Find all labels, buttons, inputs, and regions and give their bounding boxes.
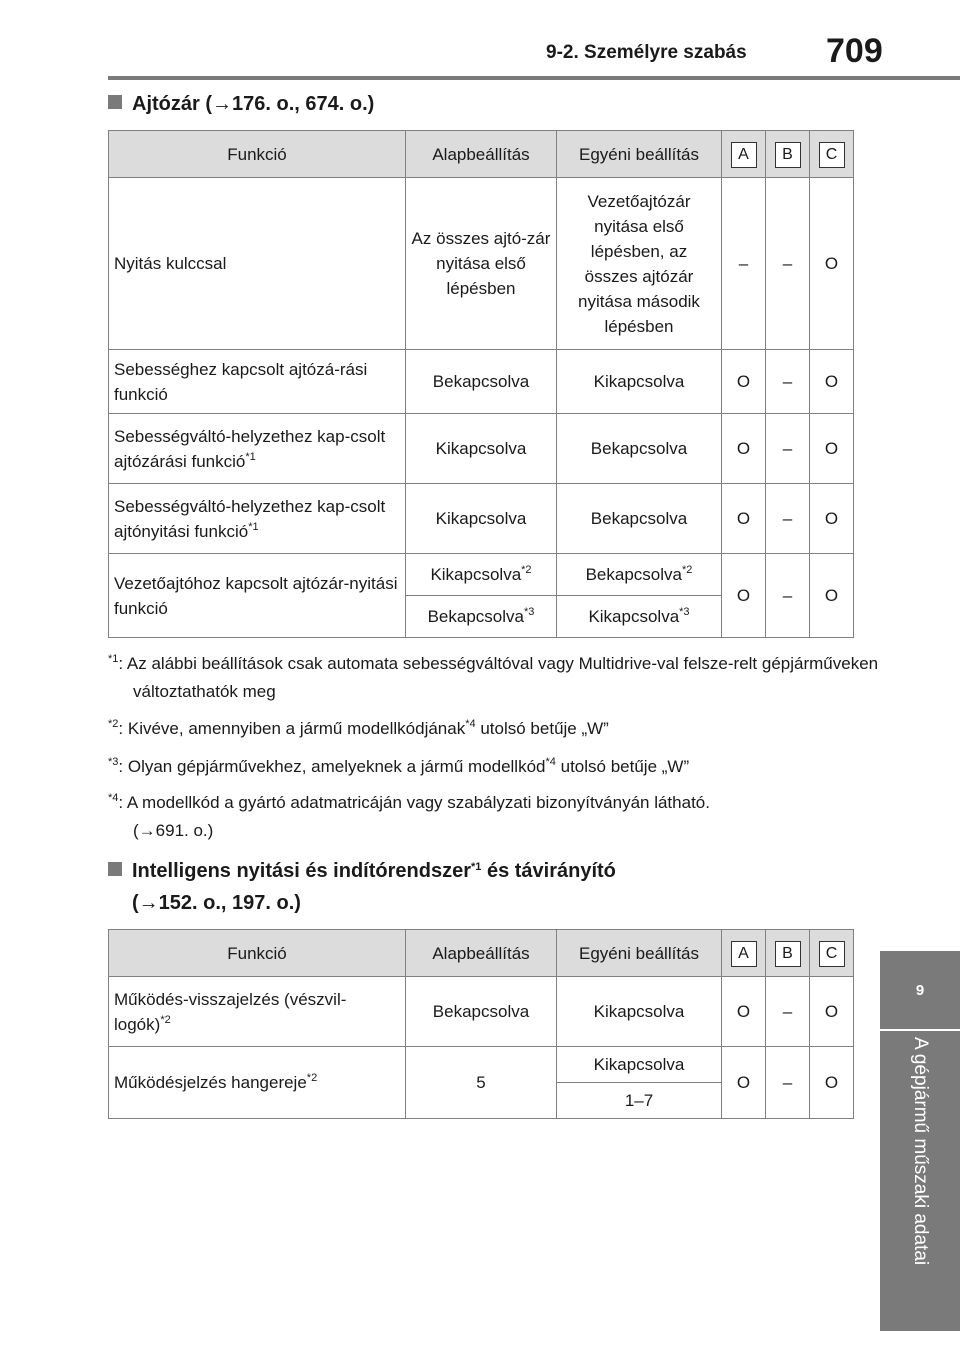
cell-c: O [810,414,854,484]
cell-default: Bekapcsolva$^{*3}$ [406,596,557,638]
cell-a: O [722,554,766,638]
table-row [109,1047,854,1083]
cell-function: Sebességváltó-helyzethez kap-csolt ajtózárási funkció$^{*1}$ [109,414,406,484]
table-row [109,350,854,414]
header-custom: Egyéni beállítás [557,930,722,977]
table-header-row [109,930,854,977]
cell-c: O [810,977,854,1047]
cell-default: Az összes ajtó-zár nyitása első lépésben [406,178,557,350]
cell-b: – [766,977,810,1047]
cell-b: – [766,554,810,638]
cell-c: O [810,484,854,554]
header-c: C [810,131,854,178]
header-a: A [722,930,766,977]
chapter-number-tab [880,951,960,1029]
cell-custom: Kikapcsolva [557,977,722,1047]
cell-default: Bekapcsolva [406,977,557,1047]
header-default: Alapbeállítás [406,131,557,178]
header-function: Funkció [109,131,406,178]
cell-c: O [810,178,854,350]
cell-c: O [810,554,854,638]
page-number: 709 [826,32,883,70]
cell-custom: Kikapcsolva [557,1047,722,1083]
cell-function: Működés-visszajelzés (vészvil-logók)$^{*2}$ [109,977,406,1047]
smart-entry-table [108,929,854,1119]
chapter-label-tab [880,1031,960,1331]
cell-function: Sebességhez kapcsolt ajtózá-rási funkció [109,350,406,414]
header-rule [108,76,960,80]
bullet-square-icon [108,95,122,109]
cell-function: Sebességváltó-helyzethez kap-csolt ajtónyitási funkció$^{*1}$ [109,484,406,554]
cell-default: Bekapcsolva [406,350,557,414]
cell-default: Kikapcsolva [406,414,557,484]
cell-function: Működésjelzés hangereje$^{*2}$ [109,1047,406,1119]
cell-custom: Kikapcsolva [557,350,722,414]
header-c: C [810,930,854,977]
header-a: A [722,131,766,178]
cell-default: 5 [406,1047,557,1119]
cell-b: – [766,414,810,484]
cell-a: – [722,178,766,350]
cell-c: O [810,350,854,414]
door-lock-table [108,130,854,638]
bullet-square-icon [108,862,122,876]
header-function: Funkció [109,930,406,977]
section-title: 9-2. Személyre szabás [546,42,747,63]
cell-a: O [722,350,766,414]
cell-function: Vezetőajtóhoz kapcsolt ajtózár-nyitási funkció [109,554,406,638]
chapter-label: A gépjármű műszaki adatai [910,1037,931,1266]
cell-custom: Bekapcsolva [557,414,722,484]
footnote-1: $^{*1}$: Az alábbi beállítások csak automata sebességváltóval vagy Multidrive-val felsze-relt gépjárműveken változtathatók meg [108,653,879,701]
cell-custom: Bekapcsolva$^{*2}$ [557,554,722,596]
cell-custom: 1–7 [557,1083,722,1119]
table-row [109,178,854,350]
cell-b: – [766,484,810,554]
cell-custom: Bekapcsolva [557,484,722,554]
table-row [109,484,854,554]
cell-c: O [810,1047,854,1119]
table-header-row [109,131,854,178]
cell-a: O [722,977,766,1047]
header-b: B [766,131,810,178]
footnote-2: $^{*2}$: Kivéve, amennyiben a jármű modellkódjának$^{*4}$ utolsó betűje „W” [108,718,609,738]
table-row [109,414,854,484]
footnote-3: $^{*3}$: Olyan gépjárművekhez, amelyeknek a jármű modellkód$^{*4}$ utolsó betűje „W” [108,756,690,776]
table-row [109,554,854,596]
cell-b: – [766,350,810,414]
header-b: B [766,930,810,977]
cell-function: Nyitás kulccsal [109,178,406,350]
cell-default: Kikapcsolva$^{*2}$ [406,554,557,596]
header-default: Alapbeállítás [406,930,557,977]
cell-default: Kikapcsolva [406,484,557,554]
cell-custom: Vezetőajtózár nyitása első lépésben, az összes ajtózár nyitása második lépésben [557,178,722,350]
section-heading-door-lock: Ajtózár (→176. o., 674. o.) [108,88,374,120]
table-row [109,977,854,1047]
header-custom: Egyéni beállítás [557,131,722,178]
cell-a: O [722,414,766,484]
cell-b: – [766,1047,810,1119]
section-heading-smart-entry: Intelligens nyitási és indítórendszer$^{*1}$ és távirányító (→152. o., 197. o.) [108,855,616,919]
cell-b: – [766,178,810,350]
chapter-number: 9 [915,981,925,999]
cell-custom: Kikapcsolva$^{*3}$ [557,596,722,638]
footnote-4: $^{*4}$: A modellkód a gyártó adatmatricáján vagy szabályzati bizonyítványán látható. (→691. o.) [108,792,710,840]
cell-a: O [722,484,766,554]
cell-a: O [722,1047,766,1119]
